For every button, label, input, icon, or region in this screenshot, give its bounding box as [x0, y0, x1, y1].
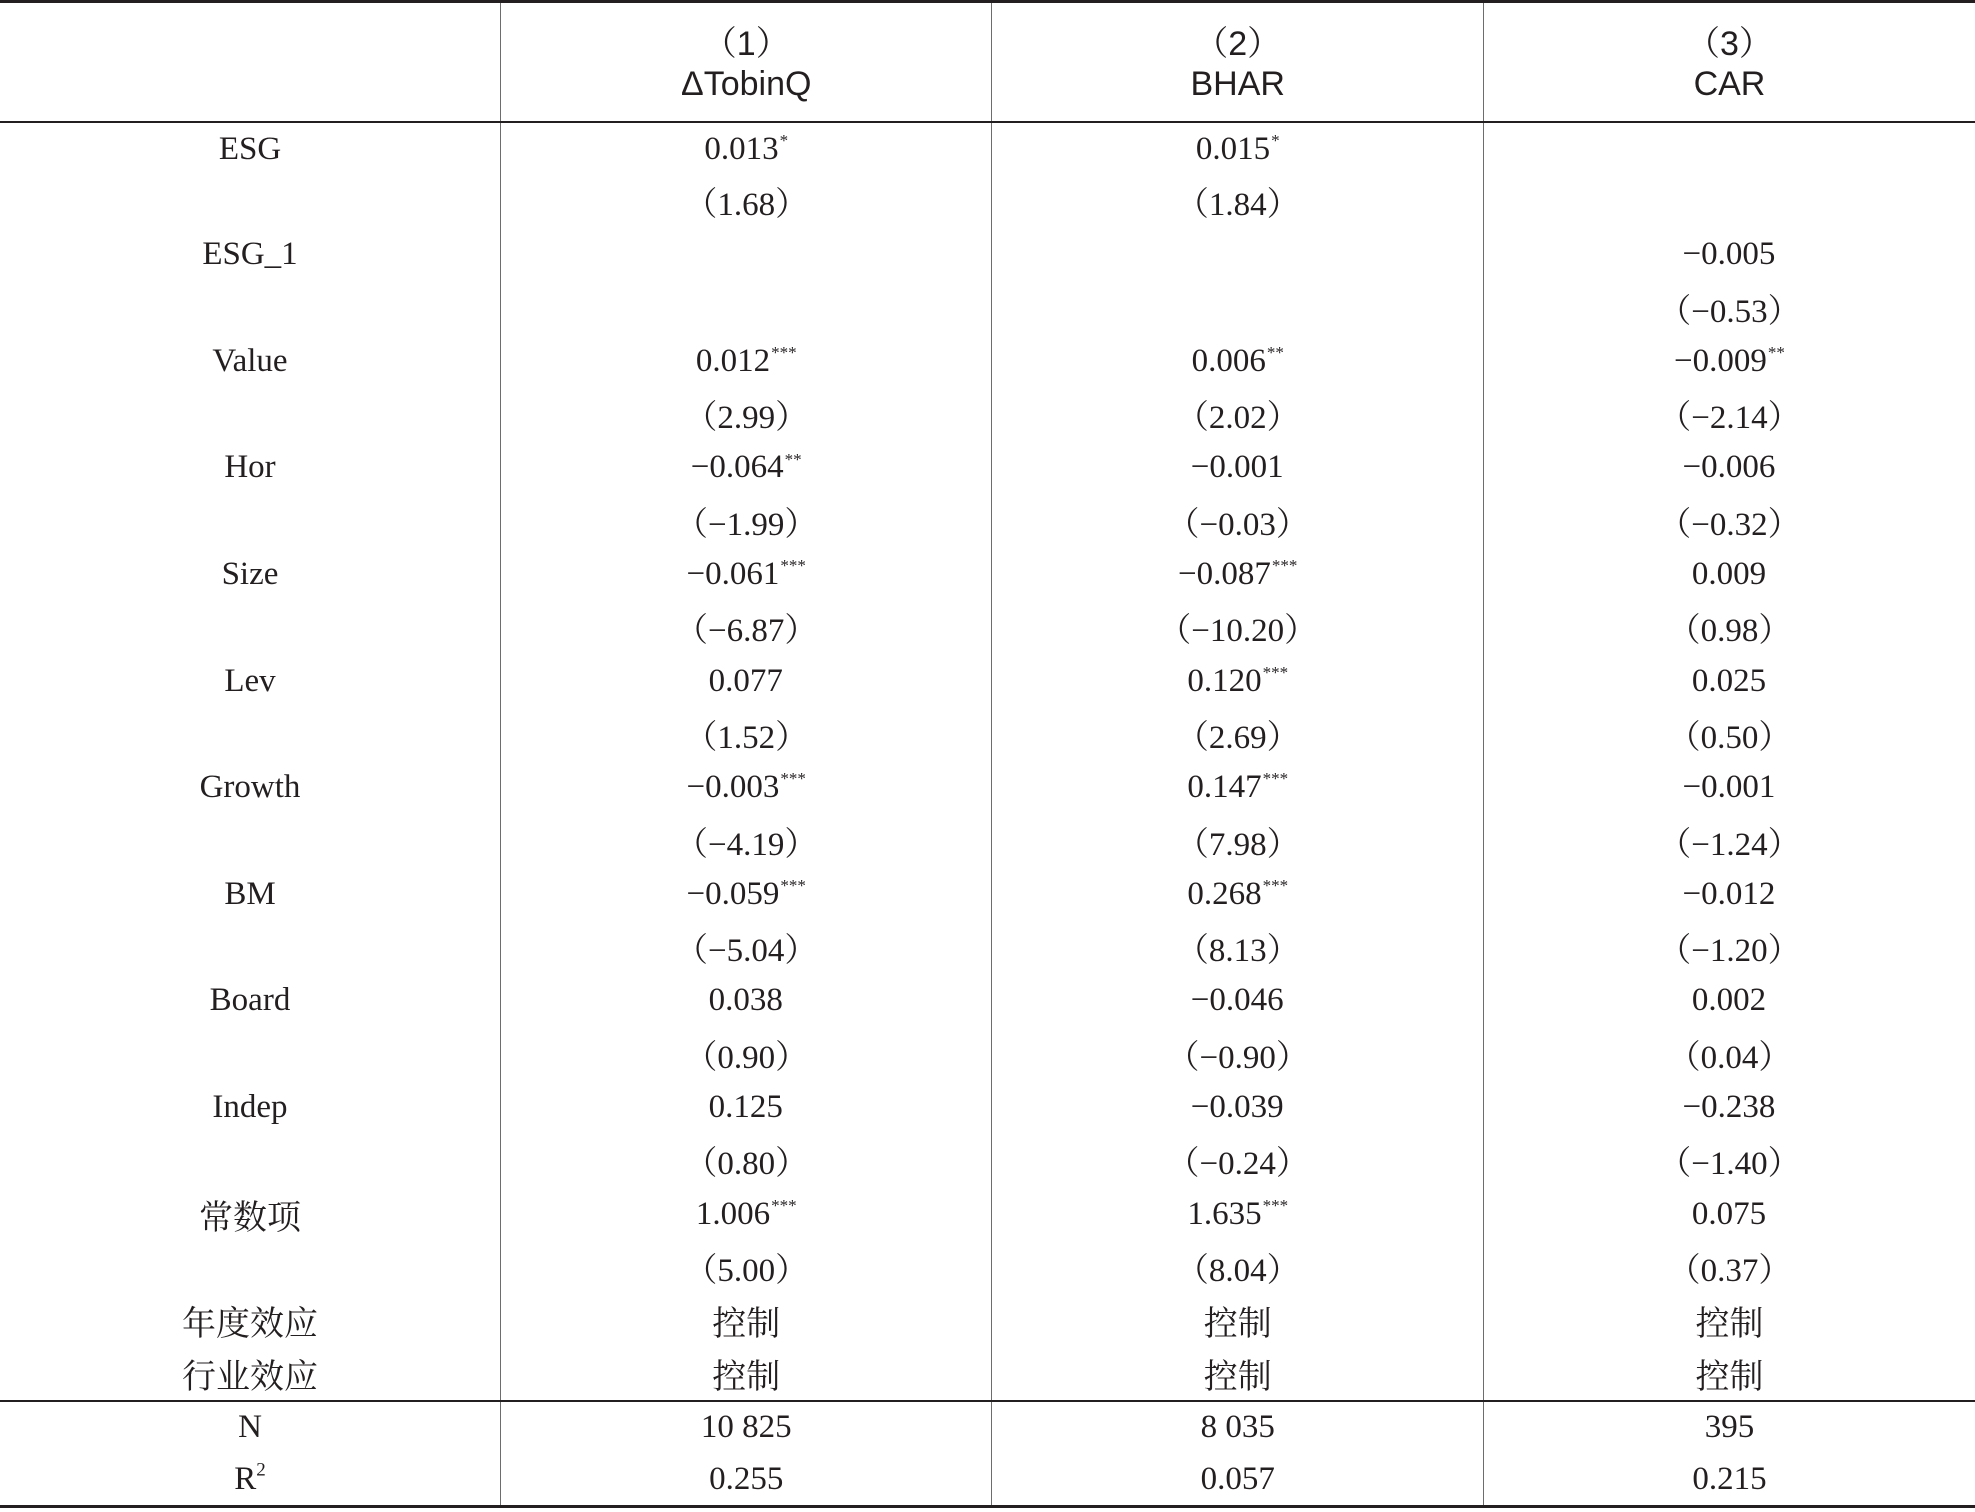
coefficient-value: 1.635 [1187, 1195, 1262, 1232]
column-number: （1） [702, 24, 790, 63]
header-corner-cell [0, 2, 501, 122]
coefficient-cell [992, 761, 1483, 814]
coefficient-row [0, 228, 1975, 281]
coefficient-cell [992, 1187, 1483, 1240]
header-row [0, 2, 1975, 122]
t-statistic-cell [992, 281, 1483, 334]
coefficient-cell [992, 974, 1483, 1027]
t-statistic-cell: （−1.20） [1483, 921, 1975, 974]
stat-label [0, 1401, 501, 1454]
empty-label-cell [0, 388, 501, 441]
coefficient-cell [1483, 122, 1975, 175]
significance-stars: *** [780, 769, 806, 789]
t-statistic-cell: （−0.53） [1483, 281, 1975, 334]
coefficient-cell [1483, 974, 1975, 1027]
coefficient-value: 0.009 [1691, 556, 1767, 593]
coefficient-value: −0.238 [1682, 1088, 1776, 1125]
coefficient-cell [501, 441, 992, 494]
coefficient-cell [1483, 761, 1975, 814]
t-statistic-row [0, 281, 1975, 334]
t-statistic-cell: （2.69） [992, 708, 1483, 761]
coefficient-cell [1483, 1187, 1975, 1240]
column-header-3 [1483, 2, 1975, 122]
coefficient-value: 0.013 [704, 131, 779, 168]
coefficient-value: −0.064 [690, 449, 784, 486]
t-statistic-row [0, 1134, 1975, 1187]
coefficient-row [0, 974, 1975, 1027]
coefficient-value: 0.015 [1195, 131, 1271, 168]
control-value: 控制 [1483, 1347, 1975, 1400]
coefficient-cell [501, 868, 992, 921]
t-statistic-cell [1483, 175, 1975, 228]
t-statistic-cell: （8.04） [992, 1241, 1483, 1294]
coefficient-value: −0.001 [1190, 449, 1284, 486]
stat-value: 0.255 [501, 1454, 992, 1507]
empty-label-cell [0, 495, 501, 548]
coefficient-cell [1483, 441, 1975, 494]
variable-label: Lev [224, 662, 276, 699]
t-statistic-row [0, 388, 1975, 441]
t-statistic-cell: （0.37） [1483, 1241, 1975, 1294]
coefficient-cell [501, 228, 992, 281]
t-statistic-cell: （1.68） [501, 175, 992, 228]
empty-label-cell [0, 601, 501, 654]
t-statistic-row [0, 175, 1975, 228]
coefficient-value: −0.059 [686, 875, 780, 912]
t-statistic-cell: （0.04） [1483, 1028, 1975, 1081]
coefficient-value: 0.268 [1187, 875, 1262, 912]
coefficient-value: 0.002 [1691, 982, 1767, 1019]
coefficient-row [0, 761, 1975, 814]
variable-label: Hor [224, 449, 276, 486]
coefficient-cell [992, 441, 1483, 494]
t-statistic-cell: （0.80） [501, 1134, 992, 1187]
t-statistic-cell: （2.99） [501, 388, 992, 441]
coefficient-cell [1483, 228, 1975, 281]
table-body [0, 122, 1975, 1401]
coefficient-cell [501, 548, 992, 601]
significance-stars: *** [1262, 876, 1289, 896]
empty-label-cell [0, 1134, 501, 1187]
coefficient-row [0, 548, 1975, 601]
t-statistic-cell: （−0.90） [992, 1028, 1483, 1081]
coefficient-cell [992, 122, 1483, 175]
control-value: 控制 [992, 1347, 1483, 1400]
coefficient-row [0, 1081, 1975, 1134]
column-name: CAR [1693, 64, 1766, 103]
variable-label: Value [212, 342, 288, 379]
coefficient-value: 0.006 [1191, 342, 1266, 379]
coefficient-value: 0.120 [1187, 662, 1262, 699]
control-row [0, 1347, 1975, 1400]
t-statistic-cell: （−5.04） [501, 921, 992, 974]
significance-stars: ** [1767, 343, 1785, 363]
coefficient-value: −0.012 [1682, 875, 1776, 912]
variable-label: ESG [218, 131, 282, 168]
variable-label: Growth [199, 769, 301, 806]
variable-label: Size [221, 556, 279, 593]
empty-label-cell [0, 281, 501, 334]
t-statistic-cell: （2.02） [992, 388, 1483, 441]
coefficient-value: 0.147 [1187, 769, 1262, 806]
t-statistic-cell: （−6.87） [501, 601, 992, 654]
significance-stars: *** [780, 876, 806, 896]
coefficient-value: 0.077 [708, 662, 783, 699]
coefficient-value: −0.006 [1682, 449, 1776, 486]
stat-label [0, 1454, 501, 1507]
t-statistic-row [0, 1241, 1975, 1294]
empty-label-cell [0, 814, 501, 867]
coefficient-cell [992, 228, 1483, 281]
coefficient-cell [501, 1187, 992, 1240]
column-name: BHAR [1190, 64, 1285, 103]
coefficient-cell [501, 335, 992, 388]
significance-stars: *** [1262, 769, 1289, 789]
significance-stars: ** [784, 449, 802, 469]
significance-stars: *** [1262, 662, 1289, 682]
coefficient-cell [992, 868, 1483, 921]
stats-row [0, 1401, 1975, 1454]
t-statistic-cell: （0.50） [1483, 708, 1975, 761]
stat-value: 10 825 [501, 1401, 992, 1454]
coefficient-value: −0.046 [1190, 982, 1284, 1019]
coefficient-cell [992, 335, 1483, 388]
t-statistic-cell: （1.84） [992, 175, 1483, 228]
significance-stars: *** [771, 343, 797, 363]
empty-label-cell [0, 708, 501, 761]
stat-label-text: R [234, 1460, 257, 1497]
control-value: 控制 [992, 1294, 1483, 1347]
significance-stars: ** [1266, 343, 1284, 363]
coefficient-value: 0.012 [695, 342, 771, 379]
coefficient-row [0, 122, 1975, 175]
column-name: ΔTobinQ [681, 64, 812, 103]
coefficient-row [0, 335, 1975, 388]
control-value: 控制 [1483, 1294, 1975, 1347]
t-statistic-cell: （5.00） [501, 1241, 992, 1294]
coefficient-row [0, 441, 1975, 494]
empty-label-cell [0, 175, 501, 228]
coefficient-cell [501, 761, 992, 814]
coefficient-value: −0.087 [1178, 556, 1271, 593]
empty-label-cell [0, 921, 501, 974]
t-statistic-cell: （8.13） [992, 921, 1483, 974]
coefficient-row [0, 654, 1975, 707]
t-statistic-cell: （−10.20） [992, 601, 1483, 654]
stat-value: 395 [1483, 1401, 1975, 1454]
t-statistic-cell [501, 281, 992, 334]
column-header-1 [501, 2, 992, 122]
empty-label-cell [0, 1028, 501, 1081]
variable-label: Indep [212, 1088, 288, 1125]
coefficient-row [0, 868, 1975, 921]
t-statistic-cell: （7.98） [992, 814, 1483, 867]
coefficient-cell [501, 122, 992, 175]
coefficient-value: −0.009 [1674, 342, 1767, 379]
coefficient-value: 0.025 [1691, 662, 1767, 699]
control-label: 行业效应 [182, 1356, 318, 1397]
table-header [0, 2, 1975, 122]
significance-stars: * [1271, 131, 1280, 151]
t-statistic-cell: （−0.24） [992, 1134, 1483, 1187]
control-label: 年度效应 [182, 1304, 318, 1345]
t-statistic-cell: （−1.99） [501, 495, 992, 548]
coefficient-value: −0.003 [686, 769, 780, 806]
t-statistic-cell: （−1.24） [1483, 814, 1975, 867]
coefficient-value: 0.038 [708, 982, 783, 1019]
stat-label-text: N [238, 1409, 262, 1446]
coefficient-cell [1483, 335, 1975, 388]
control-value: 控制 [501, 1347, 992, 1400]
variable-label: BM [224, 875, 276, 912]
column-number: （2） [1194, 24, 1282, 63]
t-statistic-cell: （−0.03） [992, 495, 1483, 548]
coefficient-cell [992, 654, 1483, 707]
coefficient-value: 0.125 [708, 1088, 783, 1125]
coefficient-cell [1483, 1081, 1975, 1134]
stat-value: 0.057 [992, 1454, 1483, 1507]
coefficient-row [0, 1187, 1975, 1240]
coefficient-cell [501, 1081, 992, 1134]
variable-label: Board [209, 982, 291, 1019]
t-statistic-cell: （1.52） [501, 708, 992, 761]
significance-stars: *** [780, 556, 806, 576]
t-statistic-cell: （−0.32） [1483, 495, 1975, 548]
control-value: 控制 [501, 1294, 992, 1347]
coefficient-cell [1483, 868, 1975, 921]
coefficient-cell [1483, 654, 1975, 707]
coefficient-cell [501, 654, 992, 707]
coefficient-value: −0.001 [1682, 769, 1776, 806]
coefficient-cell [992, 548, 1483, 601]
significance-stars: *** [1271, 556, 1298, 576]
stat-value: 8 035 [992, 1401, 1483, 1454]
coefficient-value: 1.006 [695, 1195, 771, 1232]
coefficient-value: 0.075 [1691, 1195, 1767, 1232]
t-statistic-row [0, 921, 1975, 974]
stat-value: 0.215 [1483, 1454, 1975, 1507]
t-statistic-row [0, 1028, 1975, 1081]
column-number: （3） [1686, 24, 1773, 63]
t-statistic-cell: （−4.19） [501, 814, 992, 867]
column-header-2 [992, 2, 1483, 122]
t-statistic-row [0, 708, 1975, 761]
coefficient-value: −0.039 [1190, 1088, 1284, 1125]
coefficient-cell [1483, 548, 1975, 601]
coefficient-value: −0.005 [1682, 236, 1776, 273]
coefficient-value: −0.061 [686, 556, 780, 593]
t-statistic-cell: （−1.40） [1483, 1134, 1975, 1187]
variable-label: 常数项 [199, 1197, 301, 1238]
variable-label: ESG_1 [202, 236, 298, 273]
t-statistic-row [0, 601, 1975, 654]
significance-stars: * [779, 131, 789, 151]
t-statistic-cell: （0.90） [501, 1028, 992, 1081]
empty-label-cell [0, 1241, 501, 1294]
table-stats [0, 1401, 1975, 1507]
significance-stars: *** [771, 1195, 797, 1215]
t-statistic-cell: （0.98） [1483, 601, 1975, 654]
coefficient-cell [501, 974, 992, 1027]
t-statistic-row [0, 495, 1975, 548]
significance-stars: *** [1262, 1195, 1289, 1215]
t-statistic-row [0, 814, 1975, 867]
stats-row [0, 1454, 1975, 1507]
control-row [0, 1294, 1975, 1347]
coefficient-cell [992, 1081, 1483, 1134]
t-statistic-cell: （−2.14） [1483, 388, 1975, 441]
stat-label-superscript: 2 [256, 1459, 266, 1481]
